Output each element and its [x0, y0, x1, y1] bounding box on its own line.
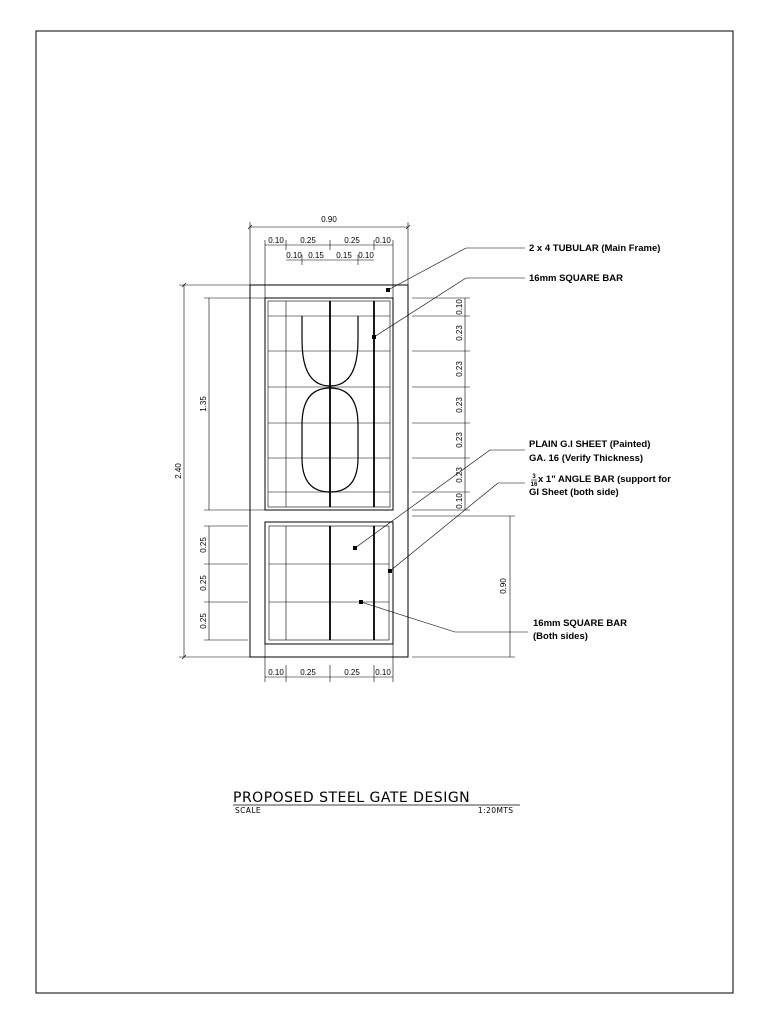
dim-lower-left-a: 0.25 [199, 537, 208, 553]
dim-right-e: 0.23 [455, 432, 464, 448]
gate-elevation [250, 285, 408, 657]
dim-upper-panel-height: 1.35 [199, 396, 208, 412]
dim-right-f: 0.23 [455, 467, 464, 483]
dim-top1-d: 0.10 [375, 236, 391, 245]
dim-top2-a: 0.10 [286, 251, 302, 260]
top-dimensions [248, 215, 410, 298]
note-angle-frac-den: 16 [530, 482, 538, 488]
dim-right-g: 0.10 [455, 493, 464, 509]
dim-lower-panel-height: 0.90 [499, 578, 508, 594]
dim-bottom-d: 0.10 [375, 668, 391, 677]
dim-top2-b: 0.15 [308, 251, 324, 260]
note-angle-bar-line2: GI Sheet (both side) [529, 487, 619, 498]
note-square-bar-both-line1: 16mm SQUARE BAR [533, 618, 627, 629]
dim-top2-c: 0.15 [336, 251, 352, 260]
note-gi-sheet-line2: GA. 16 (Verify Thickness) [529, 453, 644, 464]
note-tubular: 2 x 4 TUBULAR (Main Frame) [529, 243, 661, 254]
note-gi-sheet-line1: PLAIN G.I SHEET (Painted) [529, 439, 651, 450]
dim-bottom-c: 0.25 [344, 668, 360, 677]
dim-top1-c: 0.25 [344, 236, 360, 245]
drawing-title: PROPOSED STEEL GATE DESIGN [233, 790, 471, 806]
annotations [353, 243, 671, 642]
sheet-border [36, 31, 733, 993]
main-frame-outer [250, 285, 408, 657]
scale-label: SCALE [235, 806, 262, 815]
lower-square-bars [269, 526, 389, 640]
dim-right-d: 0.23 [455, 397, 464, 413]
dim-top1-a: 0.10 [268, 236, 284, 245]
upper-square-bars [268, 301, 390, 507]
lower-panel-inner [269, 526, 389, 640]
note-square-bar: 16mm SQUARE BAR [529, 273, 623, 284]
dim-overall-width: 0.90 [321, 215, 337, 224]
dim-bottom-b: 0.25 [300, 668, 316, 677]
dim-lower-left-b: 0.25 [199, 575, 208, 591]
dim-right-a: 0.10 [455, 299, 464, 315]
dim-lower-left-c: 0.25 [199, 613, 208, 629]
dim-right-b: 0.23 [455, 325, 464, 341]
dim-top2-d: 0.10 [358, 251, 374, 260]
bottom-dimensions [265, 644, 393, 682]
dim-right-c: 0.23 [455, 361, 464, 377]
dim-overall-height: 2.40 [174, 463, 183, 479]
note-square-bar-both-line2: (Both sides) [533, 631, 588, 642]
dim-top1-b: 0.25 [300, 236, 316, 245]
dim-bottom-a: 0.10 [268, 668, 284, 677]
note-angle-bar-line1: x 1" ANGLE BAR (support for [538, 474, 671, 485]
title-block [233, 790, 520, 815]
scale-value: 1:20MTS [478, 806, 514, 815]
right-dimensions [412, 298, 515, 657]
note-angle-frac-num: 3 [532, 474, 536, 480]
left-dimensions [174, 283, 265, 659]
